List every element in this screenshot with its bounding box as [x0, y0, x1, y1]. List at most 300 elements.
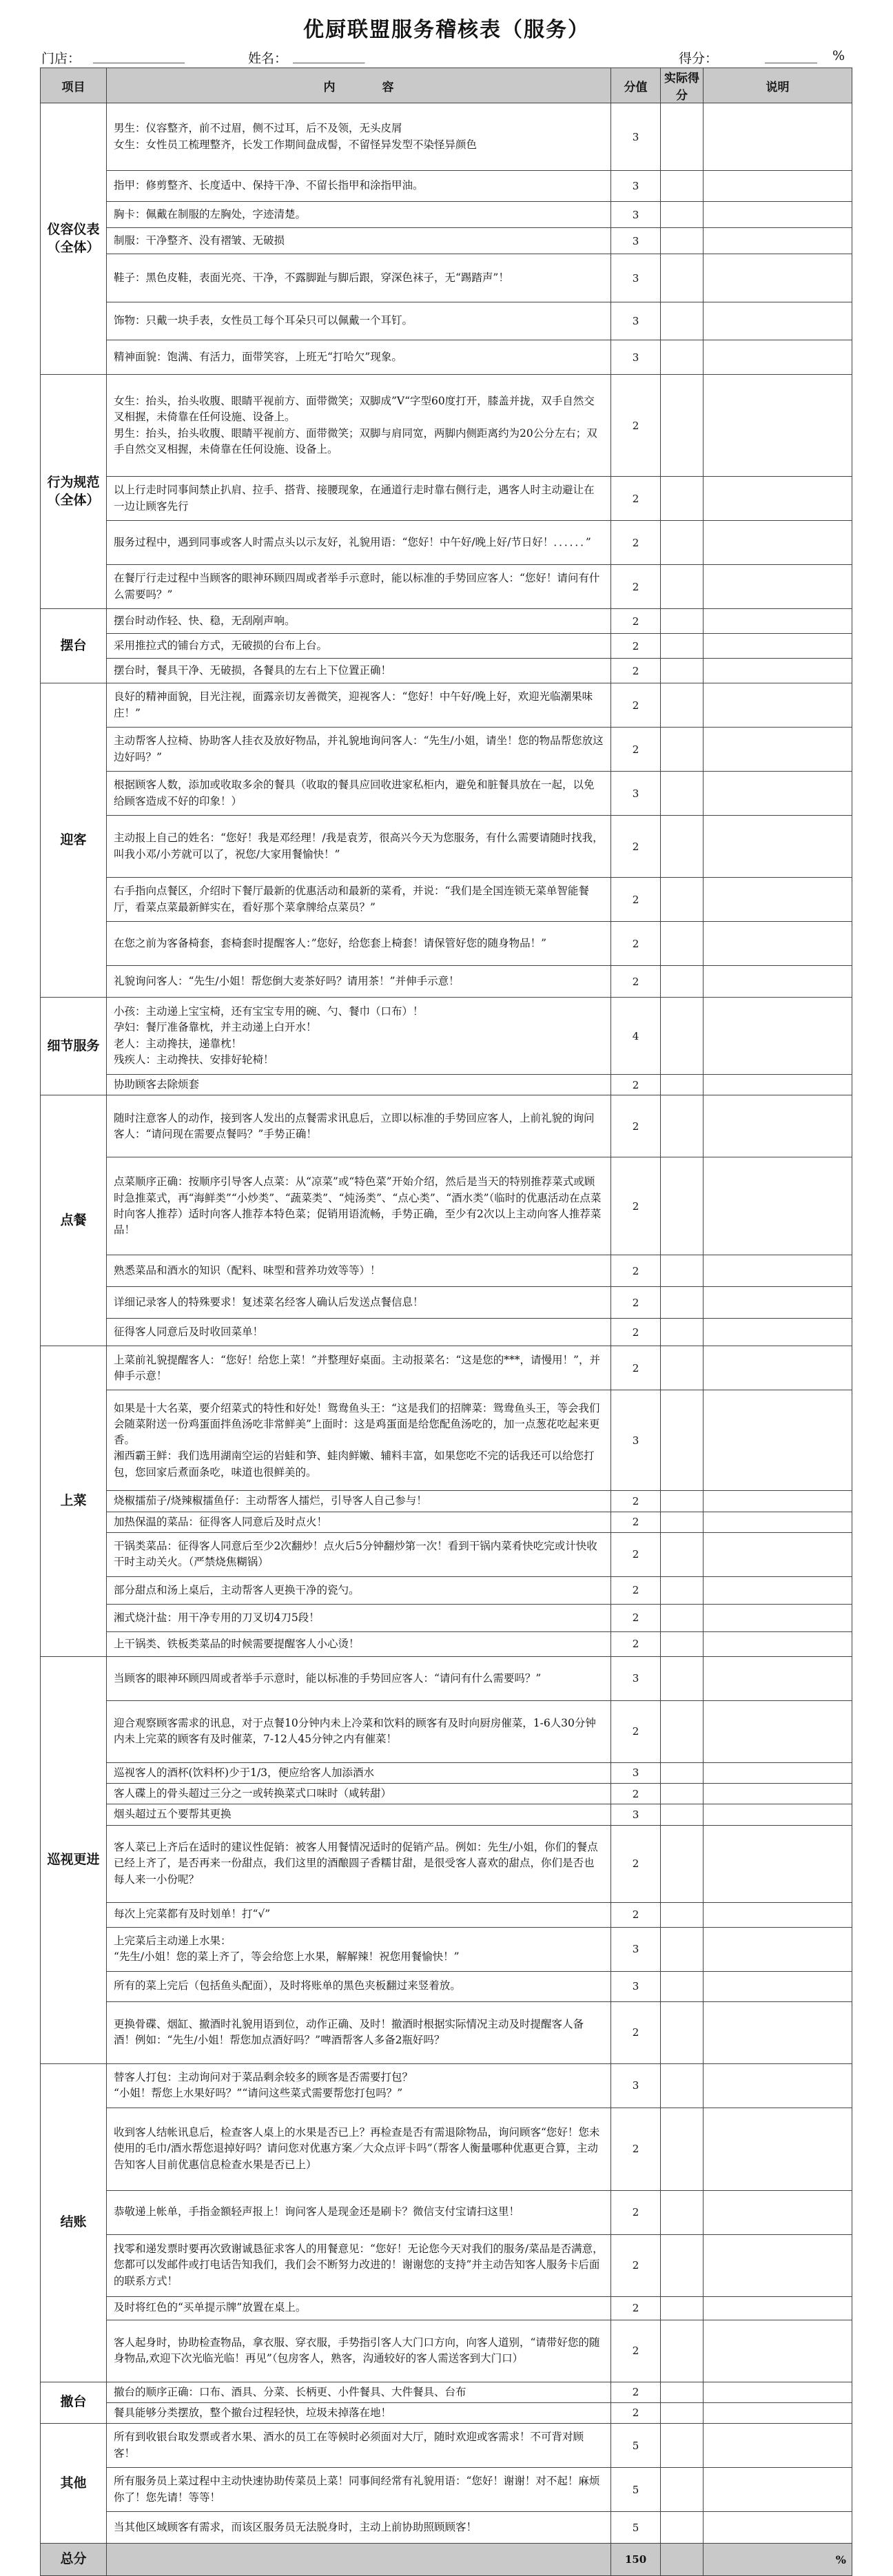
item-content: 更换骨碟、烟缸、撤酒时礼貌用语到位，动作正确、及时！撤酒时根据实际情况主动及时提醒客人备酒！例如：“先生/小姐！帮您加点酒好吗？”啤酒帮客人多备2瓶好吗？ [107, 2001, 611, 2063]
actual-score-cell[interactable] [661, 1390, 704, 1491]
actual-score-cell[interactable] [661, 772, 704, 816]
item-score: 2 [611, 1604, 661, 1631]
item-content: 客人起身时，协助检查物品，拿衣服、穿衣服，手势指引客人大门口方向，向客人道别，“请带好您的随身物品,欢迎下次光临光临！再见”（包房客人，熟客，沟通较好的客人需送客到大门口） [107, 2320, 611, 2382]
table-row [41, 1804, 852, 1825]
note-cell[interactable] [704, 2468, 852, 2512]
note-cell[interactable] [704, 2190, 852, 2234]
actual-score-cell[interactable] [661, 2108, 704, 2190]
table-row [41, 966, 852, 998]
note-cell[interactable] [704, 634, 852, 659]
note-cell[interactable] [704, 171, 852, 202]
item-score: 4 [611, 998, 661, 1075]
item-content: 在餐厅行走过程中当顾客的眼神环顾四周或者举手示意时，能以标准的手势回应客人：“您好！请问有什么需要吗？” [107, 565, 611, 609]
item-score: 5 [611, 2424, 661, 2468]
category-cell: 迎客 [41, 683, 107, 998]
item-score: 3 [611, 171, 661, 202]
note-cell[interactable] [704, 1902, 852, 1927]
note-cell[interactable] [704, 565, 852, 609]
note-cell[interactable] [704, 254, 852, 302]
note-cell[interactable] [704, 1095, 852, 1157]
table-row [41, 1902, 852, 1927]
item-score: 3 [611, 1804, 661, 1825]
category-cell: 仪容仪表（全体） [41, 103, 107, 375]
note-cell[interactable] [704, 228, 852, 254]
page-title: 优厨联盟服务稽核表（服务） [303, 18, 590, 42]
header-note: 说明 [704, 68, 852, 103]
table-row [41, 171, 852, 202]
note-cell[interactable] [704, 2320, 852, 2382]
item-content: 协助顾客去除烦套 [107, 1075, 611, 1095]
actual-score-cell[interactable] [661, 1631, 704, 1656]
actual-score-cell[interactable] [661, 1762, 704, 1783]
note-cell[interactable] [704, 1656, 852, 1700]
note-cell[interactable] [704, 2424, 852, 2468]
item-score: 3 [611, 1762, 661, 1783]
actual-score-cell[interactable] [661, 1346, 704, 1390]
table-row [41, 302, 852, 340]
item-score: 2 [611, 2001, 661, 2063]
note-cell[interactable] [704, 202, 852, 228]
note-cell[interactable] [704, 816, 852, 878]
note-cell[interactable] [704, 302, 852, 340]
item-score: 2 [611, 1512, 661, 1532]
item-score: 2 [611, 1700, 661, 1762]
item-score: 2 [611, 683, 661, 728]
note-cell[interactable] [704, 477, 852, 521]
item-score: 2 [611, 1532, 661, 1576]
name-label: 姓名： [248, 51, 288, 66]
item-score: 2 [611, 1576, 661, 1604]
item-score: 2 [611, 1095, 661, 1157]
item-score: 2 [611, 1346, 661, 1390]
item-content: 当顾客的眼神环顾四周或者举手示意时，能以标准的手势回应客人：“请问有什么需要吗？” [107, 1656, 611, 1700]
table-row [41, 228, 852, 254]
item-score: 2 [611, 609, 661, 634]
table-row [41, 609, 852, 634]
total-row [41, 2544, 852, 2576]
item-content: 摆台时，餐具干净、无破损，各餐具的左右上下位置正确！ [107, 659, 611, 683]
note-cell[interactable] [704, 1512, 852, 1532]
actual-score-cell[interactable] [661, 2402, 704, 2423]
note-cell[interactable] [704, 2382, 852, 2402]
note-cell[interactable] [704, 2512, 852, 2544]
item-score: 2 [611, 1491, 661, 1512]
item-content: 撤台的顺序正确：口布、酒具、分菜、长柄更、小件餐具、大件餐具、台布 [107, 2382, 611, 2402]
table-row [41, 1287, 852, 1319]
table-row [41, 1971, 852, 2001]
item-content: 根据顾客人数，添加或收取多余的餐具（收取的餐具应回收进家私柜内，避免和脏餐具放在一起，以免给顾客造成不好的印象！） [107, 772, 611, 816]
item-content: 当其他区域顾客有需求，而该区服务员无法脱身时，主动上前协助照顾顾客！ [107, 2512, 611, 2544]
actual-score-cell[interactable] [661, 2190, 704, 2234]
note-cell[interactable] [704, 1491, 852, 1512]
actual-score-cell[interactable] [661, 878, 704, 922]
item-score: 2 [611, 2320, 661, 2382]
item-score: 2 [611, 1319, 661, 1346]
item-content: 所有的菜上完后（包括鱼头配面），及时将账单的黑色夹板翻过来竖着放。 [107, 1971, 611, 2001]
note-cell[interactable] [704, 2001, 852, 2063]
table-row [41, 772, 852, 816]
note-cell[interactable] [704, 2108, 852, 2190]
actual-score-cell[interactable] [661, 728, 704, 772]
header-score: 分值 [611, 68, 661, 103]
item-content: 烧椒擂茄子/烧辣椒擂鱼仔：主动帮客人擂烂，引导客人自己参与！ [107, 1491, 611, 1512]
note-cell[interactable] [704, 2402, 852, 2423]
item-content: 征得客人同意后及时收回菜单！ [107, 1319, 611, 1346]
note-cell[interactable] [704, 1971, 852, 2001]
item-score: 3 [611, 254, 661, 302]
item-content: 烟头超过五个要帮其更换 [107, 1804, 611, 1825]
table-row [41, 2512, 852, 2544]
note-cell[interactable] [704, 2063, 852, 2108]
actual-score-cell[interactable] [661, 171, 704, 202]
total-label: 总分 [41, 2544, 107, 2576]
actual-score-cell[interactable] [661, 1804, 704, 1825]
actual-score-cell[interactable] [661, 1825, 704, 1902]
item-score: 2 [611, 2296, 661, 2320]
item-content: 制服：干净整齐、没有褶皱、无破损 [107, 228, 611, 254]
item-score: 2 [611, 2402, 661, 2423]
note-cell[interactable] [704, 1631, 852, 1656]
item-score: 2 [611, 2382, 661, 2402]
category-cell: 摆台 [41, 609, 107, 683]
table-row [41, 1095, 852, 1157]
table-row [41, 340, 852, 375]
actual-score-cell[interactable] [661, 1604, 704, 1631]
actual-score-cell[interactable] [661, 2234, 704, 2296]
table-row [41, 1319, 852, 1346]
item-content: 男生：仪容整齐，前不过眉，侧不过耳，后不及领，无头皮屑 女生：女性员工梳理整齐，长发工作期间盘成髻，不留怪异发型不染怪异颜色 [107, 103, 611, 171]
category-cell: 撤台 [41, 2382, 107, 2424]
note-cell[interactable] [704, 1576, 852, 1604]
note-cell[interactable] [704, 659, 852, 683]
table-row [41, 565, 852, 609]
note-cell[interactable] [704, 521, 852, 565]
category-cell: 上菜 [41, 1346, 107, 1657]
actual-score-cell[interactable] [661, 1927, 704, 1971]
item-content: 部分甜点和汤上桌后，主动帮客人更换干净的瓷勺。 [107, 1576, 611, 1604]
actual-score-cell[interactable] [661, 1512, 704, 1532]
item-content: 客人碟上的骨头超过三分之一或转换菜式口味时（咸转甜） [107, 1784, 611, 1804]
actual-score-cell[interactable] [661, 659, 704, 683]
item-score: 2 [611, 1902, 661, 1927]
item-content: 熟悉菜品和酒水的知识（配料、味型和营养功效等等）！ [107, 1255, 611, 1287]
item-content: 主动报上自己的姓名：“您好！我是邓经理！/我是袁芳，很高兴今天为您服务，有什么需要请随时找我，叫我小邓/小芳就可以了，祝您/大家用餐愉快！” [107, 816, 611, 878]
actual-score-cell[interactable] [661, 1656, 704, 1700]
item-score: 3 [611, 340, 661, 375]
note-cell[interactable] [704, 340, 852, 375]
item-content: 迎合观察顾客需求的讯息，对于点餐10分钟内未上冷菜和饮料的顾客有及时向厨房催菜，1-6人30分钟内未上完菜的顾客有及时催菜，7-12人45分钟之内有催菜！ [107, 1700, 611, 1762]
note-cell[interactable] [704, 966, 852, 998]
item-content: 找零和递发票时要再次致谢诚恳征求客人的用餐意见：“您好！无论您今天对我们的服务/菜品是否满意，您都可以发邮件或打电话告知我们，我们会不断努力改进的！谢谢您的支持”并主动告知客人服务卡后面的联系方式！ [107, 2234, 611, 2296]
note-cell[interactable] [704, 2296, 852, 2320]
header-actual: 实际得分 [661, 68, 704, 103]
note-cell[interactable] [704, 375, 852, 477]
table-row [41, 2296, 852, 2320]
item-content: 餐具能够分类摆放，整个撤台过程轻快，垃圾未掉落在地！ [107, 2402, 611, 2423]
item-content: 上干锅类、铁板类菜品的时候需要提醒客人小心烫！ [107, 1631, 611, 1656]
item-content: 服务过程中，遇到同事或客人时需点头以示友好，礼貌用语：“您好！中午好/晚上好/节日好！．．．．．．” [107, 521, 611, 565]
item-score: 2 [611, 1157, 661, 1255]
note-cell[interactable] [704, 609, 852, 634]
total-score: 150 [611, 2544, 661, 2576]
note-cell[interactable] [704, 1287, 852, 1319]
actual-score-cell[interactable] [661, 565, 704, 609]
table-row [41, 1157, 852, 1255]
table-row [41, 1762, 852, 1783]
note-cell[interactable] [704, 1804, 852, 1825]
actual-score-cell[interactable] [661, 922, 704, 966]
table-row [41, 1346, 852, 1390]
table-row [41, 103, 852, 171]
item-content: 在您之前为客备椅套，套椅套时提醒客人：”您好，给您套上椅套！请保管好您的随身物品！” [107, 922, 611, 966]
item-content: 采用推拉式的铺台方式，无破损的台布上台。 [107, 634, 611, 659]
table-row [41, 2320, 852, 2382]
table-row [41, 2234, 852, 2296]
item-score: 2 [611, 1631, 661, 1656]
item-content: 鞋子：黑色皮鞋，表面光亮、干净，不露脚趾与脚后跟，穿深色袜子，无“踢踏声”！ [107, 254, 611, 302]
header-item: 项目 [41, 68, 107, 103]
note-cell[interactable] [704, 998, 852, 1075]
actual-score-cell[interactable] [661, 1532, 704, 1576]
item-content: 良好的精神面貌，目光注视，面露亲切友善微笑，迎视客人：“您好！中午好/晚上好，欢迎光临潮果味庄！” [107, 683, 611, 728]
actual-score-cell[interactable] [661, 302, 704, 340]
item-score: 2 [611, 1255, 661, 1287]
name-field[interactable]: ___________ [293, 48, 365, 63]
table-row [41, 1656, 852, 1700]
score-field[interactable]: ________ [765, 48, 817, 63]
note-cell[interactable] [704, 1604, 852, 1631]
item-score: 2 [611, 1075, 661, 1095]
actual-score-cell[interactable] [661, 1700, 704, 1762]
table-row [41, 2468, 852, 2512]
item-content: 加热保温的菜品：征得客人同意后及时点火！ [107, 1512, 611, 1532]
actual-score-cell[interactable] [661, 1491, 704, 1512]
item-content: 右手指向点餐区，介绍时下餐厅最新的优惠活动和最新的菜肴，并说：“我们是全国连锁无菜单智能餐厅，看菜点菜最新鲜实在，看好那个菜拿牌给点菜员？” [107, 878, 611, 922]
note-cell[interactable] [704, 1825, 852, 1902]
item-score: 2 [611, 521, 661, 565]
item-score: 2 [611, 375, 661, 477]
actual-score-cell[interactable] [661, 998, 704, 1075]
actual-score-cell[interactable] [661, 2063, 704, 2108]
note-cell[interactable] [704, 1927, 852, 1971]
actual-score-cell[interactable] [661, 683, 704, 728]
item-score: 2 [611, 728, 661, 772]
note-cell[interactable] [704, 1390, 852, 1491]
table-row [41, 1532, 852, 1576]
item-content: 及时将红色的“买单提示牌”放置在桌上。 [107, 2296, 611, 2320]
item-content: 胸卡：佩戴在制服的左胸处，字迹清楚。 [107, 202, 611, 228]
note-cell[interactable] [704, 1075, 852, 1095]
actual-score-cell[interactable] [661, 1784, 704, 1804]
item-score: 5 [611, 2468, 661, 2512]
table-row [41, 202, 852, 228]
note-cell[interactable] [704, 1762, 852, 1783]
table-row [41, 1390, 852, 1491]
item-content: 客人菜已上齐后在适时的建议性促销：被客人用餐情况适时的促销产品。例如：先生/小姐，你们的餐点已经上齐了，是否再来一份甜点，我们这里的酒酿圆子香糯甘甜，是很受客人喜欢的甜点，你们是否也每人来一小份呢？ [107, 1825, 611, 1902]
actual-score-cell[interactable] [661, 816, 704, 878]
item-score: 2 [611, 1825, 661, 1902]
item-score: 3 [611, 202, 661, 228]
table-row [41, 2108, 852, 2190]
item-content: 详细记录客人的特殊要求！复述菜名经客人确认后发送点餐信息！ [107, 1287, 611, 1319]
total-unit: % [704, 2544, 852, 2576]
item-score: 3 [611, 1971, 661, 2001]
actual-score-cell[interactable] [661, 1902, 704, 1927]
actual-score-cell[interactable] [661, 2424, 704, 2468]
actual-score-cell[interactable] [661, 2320, 704, 2382]
actual-score-cell[interactable] [661, 477, 704, 521]
note-cell[interactable] [704, 878, 852, 922]
table-row [41, 2001, 852, 2063]
total-content [107, 2544, 611, 2576]
item-content: 礼貌询问客人：“先生/小姐！帮您倒大麦茶好吗？请用茶！”并伸手示意！ [107, 966, 611, 998]
note-cell[interactable] [704, 1532, 852, 1576]
actual-score-cell[interactable] [661, 966, 704, 998]
audit-table [40, 68, 852, 2576]
actual-score-cell[interactable] [661, 228, 704, 254]
note-cell[interactable] [704, 1700, 852, 1762]
item-content: 所有服务员上菜过程中主动快速协助传菜员上菜！同事间经常有礼貌用语：“您好！谢谢！对不起！麻烦你了！您先请！等等！ [107, 2468, 611, 2512]
actual-score-cell[interactable] [661, 2512, 704, 2544]
actual-score-cell[interactable] [661, 340, 704, 375]
item-score: 3 [611, 1927, 661, 1971]
item-score: 2 [611, 816, 661, 878]
item-content: 饰物：只戴一块手表，女性员工每个耳朵只可以佩戴一个耳钉。 [107, 302, 611, 340]
actual-score-cell[interactable] [661, 1971, 704, 2001]
actual-score-cell[interactable] [661, 609, 704, 634]
category-cell: 其他 [41, 2424, 107, 2544]
item-content: 上菜前礼貌提醒客人：“您好！给您上菜！”并整理好桌面。主动报菜名：“这是您的***，请慢用！”，并伸手示意！ [107, 1346, 611, 1390]
actual-score-cell[interactable] [661, 521, 704, 565]
category-cell: 点餐 [41, 1095, 107, 1346]
item-content: 收到客人结帐讯息后，检查客人桌上的水果是否已上？再检查是否有需退除物品，询问顾客“您好！您未使用的毛巾/酒水帮您退掉好吗？请问您对优惠方案／大众点评卡吗”（帮客人衡量哪种优惠更合算，主动告知客人目前优惠信息检查水果是否已上） [107, 2108, 611, 2190]
actual-score-cell[interactable] [661, 2468, 704, 2512]
info-bar [0, 44, 893, 68]
actual-score-cell[interactable] [661, 1576, 704, 1604]
note-cell[interactable] [704, 922, 852, 966]
actual-score-cell[interactable] [661, 1287, 704, 1319]
actual-score-cell[interactable] [661, 1075, 704, 1095]
item-content: 小孩：主动递上宝宝椅，还有宝宝专用的碗、勺、餐巾（口布）！ 孕妇：餐厅准备靠枕，并主动递上白开水！ 老人：主动搀扶，递靠枕！ 残疾人：主动搀扶、安排好轮椅！ [107, 998, 611, 1075]
table-row [41, 634, 852, 659]
item-score: 3 [611, 228, 661, 254]
item-score: 2 [611, 2190, 661, 2234]
table-row [41, 1576, 852, 1604]
table-row [41, 2063, 852, 2108]
table-row [41, 1491, 852, 1512]
category-cell: 巡视更进 [41, 1656, 107, 2063]
actual-score-cell[interactable] [661, 2001, 704, 2063]
table-row [41, 1784, 852, 1804]
note-cell[interactable] [704, 2234, 852, 2296]
table-row [41, 521, 852, 565]
item-content: 所有到收银台取发票或者水果、酒水的员工在等候时必须面对大厅，随时欢迎或客需求！不可背对顾客！ [107, 2424, 611, 2468]
actual-score-cell[interactable] [661, 202, 704, 228]
table-row [41, 1927, 852, 1971]
total-actual[interactable] [661, 2544, 704, 2576]
actual-score-cell[interactable] [661, 1095, 704, 1157]
item-score: 3 [611, 103, 661, 171]
item-content: 指甲：修剪整齐、长度适中、保持干净、不留长指甲和涂指甲油。 [107, 171, 611, 202]
table-row [41, 2424, 852, 2468]
table-row [41, 878, 852, 922]
category-cell: 细节服务 [41, 998, 107, 1095]
item-content: 恭敬递上帐单，手指金额轻声报上！询问客人是现金还是刷卡？微信支付宝请扫这里！ [107, 2190, 611, 2234]
item-score: 2 [611, 634, 661, 659]
actual-score-cell[interactable] [661, 1255, 704, 1287]
actual-score-cell[interactable] [661, 2296, 704, 2320]
actual-score-cell[interactable] [661, 634, 704, 659]
table-row [41, 728, 852, 772]
table-row [41, 1255, 852, 1287]
note-cell[interactable] [704, 1319, 852, 1346]
actual-score-cell[interactable] [661, 2382, 704, 2402]
item-content: 女生：抬头，抬头收腹、眼睛平视前方、面带微笑；双脚成”V“字型60度打开，膝盖并拢，双手自然交叉相握，未倚靠在任何设施、设备上。 男生：抬头，抬头收腹、眼睛平视前方、面带微笑；双脚与肩同宽，两脚内侧距离约为20公分左右；双手自然交叉相握，未倚靠在任何设施、设备上。 [107, 375, 611, 477]
item-content: 如果是十大名菜，要介绍菜式的特性和好处！鸳鸯鱼头王：“这是我们的招牌菜：鸳鸯鱼头王，等会我们会随菜附送一份鸡蛋面拌鱼汤吃非常鲜美”上面时：这是鸡蛋面是给您配鱼汤吃的，加一点葱花吃起来更香。 湘西霸王鲜：我们选用湖南空运的岩蛙和笋、蛙肉鲜嫩、辅料丰富，如果您吃不完的话我还可以给您打包，您回家后煮面条吃，味道也很鲜美的。 [107, 1390, 611, 1491]
score-unit: % [832, 48, 845, 63]
note-cell[interactable] [704, 103, 852, 171]
item-score: 2 [611, 1287, 661, 1319]
note-cell[interactable] [704, 1157, 852, 1255]
item-content: 主动帮客人拉椅、协助客人挂衣及放好物品，并礼貌地询问客人：“先生/小姐，请坐！您的物品帮您放这边好吗？” [107, 728, 611, 772]
item-score: 2 [611, 878, 661, 922]
score-label: 得分： [679, 51, 719, 66]
table-row [41, 922, 852, 966]
table-row [41, 1075, 852, 1095]
header-row [41, 68, 852, 103]
item-content: 巡视客人的酒杯(饮料杯)少于1/3，便应给客人加添酒水 [107, 1762, 611, 1783]
note-cell[interactable] [704, 728, 852, 772]
table-body [41, 103, 852, 2544]
item-score: 3 [611, 2063, 661, 2108]
item-score: 5 [611, 2512, 661, 2544]
note-cell[interactable] [704, 1784, 852, 1804]
table-row [41, 1700, 852, 1762]
item-score: 2 [611, 966, 661, 998]
table-row [41, 1604, 852, 1631]
table-row [41, 1825, 852, 1902]
table-row [41, 254, 852, 302]
item-score: 2 [611, 565, 661, 609]
item-score: 2 [611, 2234, 661, 2296]
actual-score-cell[interactable] [661, 1157, 704, 1255]
table-row [41, 659, 852, 683]
item-score: 3 [611, 1656, 661, 1700]
item-score: 3 [611, 772, 661, 816]
actual-score-cell[interactable] [661, 254, 704, 302]
item-content: 上完菜后主动递上水果： “先生/小姐！您的菜上齐了，等会给您上水果，解解辣！祝您用餐愉快！” [107, 1927, 611, 1971]
table-row [41, 477, 852, 521]
item-content: 湘式烧汁盐：用干净专用的刀叉切4刀5段！ [107, 1604, 611, 1631]
table-row [41, 683, 852, 728]
actual-score-cell[interactable] [661, 103, 704, 171]
item-content: 替客人打包：主动询问对于菜品剩余较多的顾客是否需要打包？ “小姐！帮您上水果好吗？”“请问这些菜式需要帮您打包吗？” [107, 2063, 611, 2108]
item-score: 2 [611, 922, 661, 966]
note-cell[interactable] [704, 772, 852, 816]
note-cell[interactable] [704, 1346, 852, 1390]
item-score: 2 [611, 1784, 661, 1804]
table-row [41, 998, 852, 1075]
item-score: 3 [611, 302, 661, 340]
actual-score-cell[interactable] [661, 1319, 704, 1346]
item-content: 以上行走时同事间禁止扒肩、拉手、搭背、接腰现象，在通道行走时靠右侧行走，遇客人时主动避让在一边让顾客先行 [107, 477, 611, 521]
item-score: 2 [611, 659, 661, 683]
actual-score-cell[interactable] [661, 375, 704, 477]
table-row [41, 1512, 852, 1532]
store-field[interactable]: ______________ [93, 48, 185, 63]
note-cell[interactable] [704, 683, 852, 728]
note-cell[interactable] [704, 1255, 852, 1287]
